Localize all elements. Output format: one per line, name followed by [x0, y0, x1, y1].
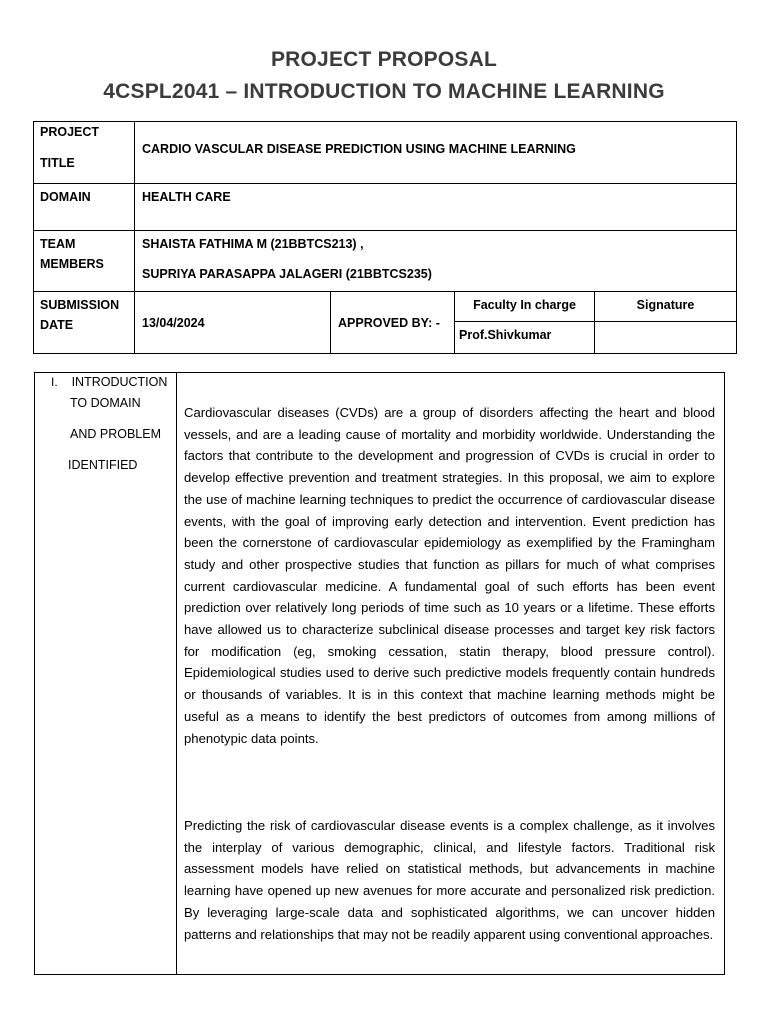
row-domain [34, 184, 737, 231]
submission-date-value: 13/04/2024 [135, 292, 331, 354]
project-title-value: CARDIO VASCULAR DISEASE PREDICTION USING MACHINE LEARNING [135, 122, 737, 184]
submission-label [34, 292, 135, 354]
team-label-line-2: MEMBERS [40, 257, 104, 271]
column-divider [176, 373, 177, 974]
project-info-table [33, 121, 737, 354]
section-heading-line-1 [51, 375, 167, 389]
team-label [34, 231, 135, 292]
signature-value [595, 322, 737, 354]
signature-header: Signature [595, 292, 737, 322]
team-label-line-1: TEAM [40, 237, 76, 251]
approved-by-label: APPROVED BY: - [331, 292, 455, 354]
introduction-paragraph-2: Predicting the risk of cardiovascular disease events is a complex challenge, as it involves the interplay of various demographic, clinical, and lifestyle factors. Traditional risk assessment models have relied on statistical methods, but advancements in machine learning have opened up new avenues for more accurate and personalized risk prediction. By leveraging large-scale data and sophisticated algorithms, we can uncover hidden patterns and relationships that may not be readily apparent using conventional approaches. [184, 818, 715, 942]
team-members-value [135, 231, 737, 292]
project-title-label-line-2: TITLE [40, 156, 75, 170]
row-submission-top [34, 292, 737, 322]
domain-label: DOMAIN [34, 184, 135, 231]
section-heading-line-2: TO DOMAIN [70, 396, 141, 410]
submission-label-line-2: DATE [40, 318, 74, 332]
row-project-title [34, 122, 737, 184]
project-title-label [34, 122, 135, 184]
submission-label-line-1: SUBMISSION [40, 298, 120, 312]
section-heading-line-4: IDENTIFIED [68, 458, 138, 472]
introduction-section [34, 372, 725, 975]
domain-value: HEALTH CARE [135, 184, 737, 231]
row-team-members [34, 231, 737, 292]
project-title-label-line-1: PROJECT [40, 125, 100, 139]
page-title: PROJECT PROPOSAL [270, 48, 498, 71]
faculty-in-charge-header: Faculty In charge [455, 292, 595, 322]
section-numeral: I. [51, 375, 58, 389]
introduction-paragraph-1: Cardiovascular diseases (CVDs) are a group of disorders affecting the heart and blood vessels, and are a leading cause of mortality and morbidity worldwide. Understanding the factors that contribute to the development and progression of CVDs is crucial in order to develop effective prevention and treatment strategies. In this proposal, we aim to explore the use of machine learning techniques to predict the occurrence of cardiovascular disease events, with the goal of improving early detection and intervention. Event prediction has been the cornerstone of cardiovascular epidemiology as exemplified by the Framingham study and other prospective studies that function as pillars for much of what comprises current cardiovascular medicine. A fundamental goal of such efforts has been event prediction over relatively long periods of time such as 10 years or a lifetime. These efforts have allowed us to characterize subclinical disease processes and target key risk factors for modification (eg, smoking cessation, statin therapy, blood pressure control). Epidemiological studies used to derive such predictive models frequently contain hundreds or thousands of variables. It is in this context that machine learning methods might be useful as a means to identify the best predictors of outcomes from among millions of phenotypic data points. [184, 405, 715, 746]
team-member-1: SHAISTA FATHIMA M (21BBTCS213) , [142, 237, 364, 251]
team-member-2: SUPRIYA PARASAPPA JALAGERI (21BBTCS235) [142, 267, 432, 281]
section-heading-text-1: INTRODUCTION [71, 375, 168, 389]
section-heading-line-3: AND PROBLEM [70, 427, 161, 441]
page-subtitle: 4CSPL2041 – INTRODUCTION TO MACHINE LEARNING [103, 80, 665, 103]
faculty-name: Prof.Shivkumar [455, 322, 595, 354]
